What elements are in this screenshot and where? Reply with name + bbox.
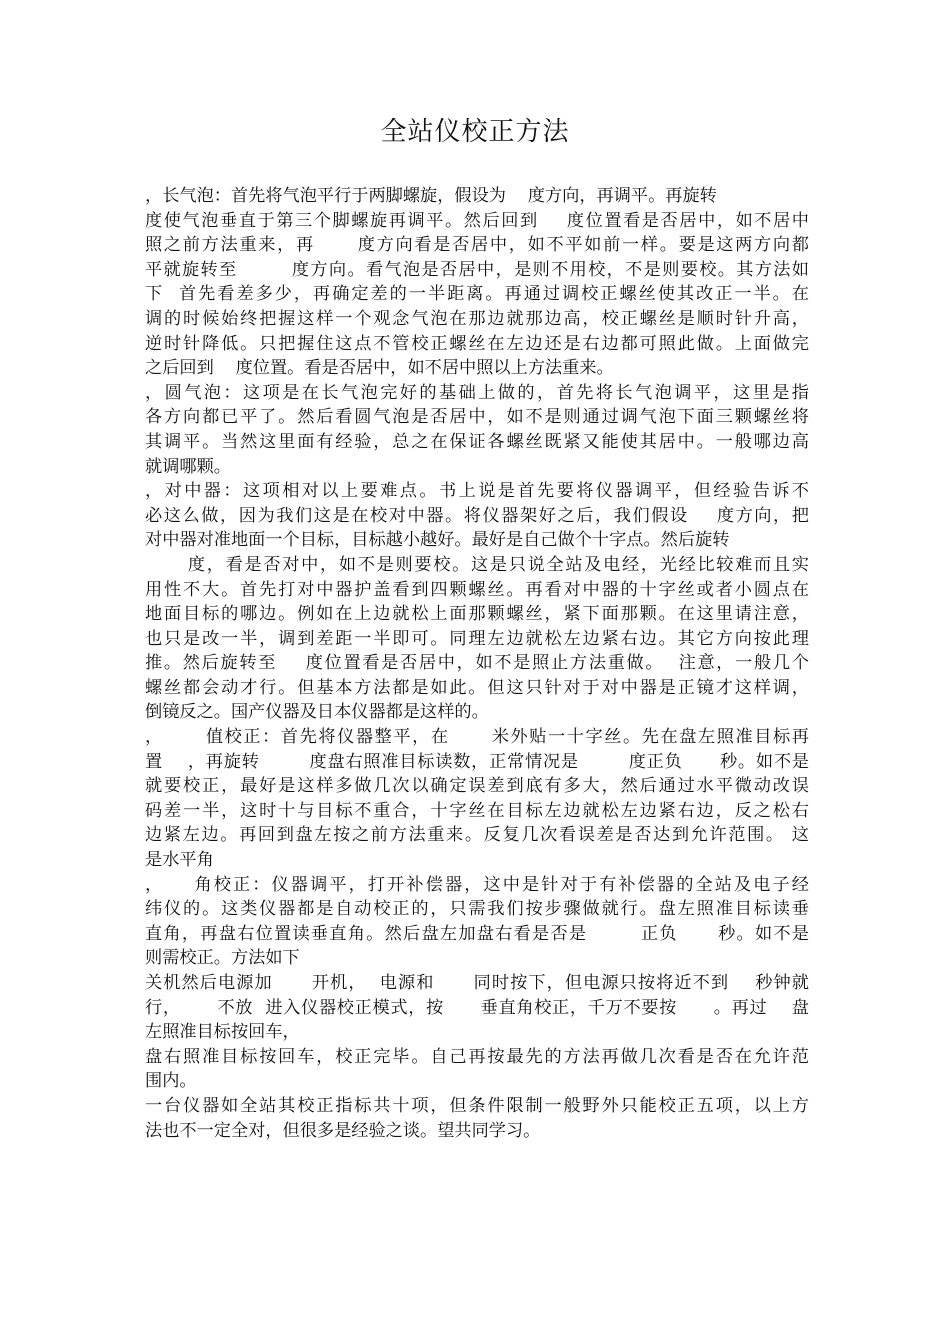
body-line: 倒镜反之。国产仪器及日本仪器都是这样的。 [145, 702, 489, 723]
body-line: 各方向都已平了。然后看圆气泡是否居中，如不是则通过调气泡下面三颗螺丝将 [145, 407, 809, 428]
body-line: 地面目标的哪边。例如在上边就松上面那颗螺丝，紧下面那颗。在这里请注意， [145, 604, 809, 625]
body-line: 码差一半，这时十与目标不重合，十字丝在目标左边就松左边紧右边，反之松右 [145, 800, 809, 821]
document-title: 全站仪校正方法 [380, 117, 570, 147]
body-line: 度使气泡垂直于第三个脚螺旋再调平。然后回到 度位置看是否居中，如不居中 [145, 210, 809, 231]
body-line: 直角，再盘右位置读垂直角。然后盘左加盘右看是否是 正负 秒。如不是 [145, 923, 809, 944]
body-line: 度，看是否对中，如不是则要校。这是只说全站及电经，光经比较难而且实 [145, 554, 809, 575]
body-line: 下 首先看差多少，再确定差的一半距离。再通过调校正螺丝使其改正一半。在 [145, 284, 809, 305]
body-line: ， 角校正：仪器调平，打开补偿器，这中是针对于有补偿器的全站及电子经 [145, 874, 809, 895]
body-line: ，圆气泡：这项是在长气泡完好的基础上做的，首先将长气泡调平，这里是指 [145, 382, 809, 403]
body-line: 就调哪颗。 [145, 456, 231, 477]
body-line: 围内。 [145, 1071, 197, 1092]
body-line: 置 ，再旋转 度盘右照准目标读数，正常情况是 度正负 秒。如不是 [145, 751, 809, 772]
body-line: 逆时针降低。只把握住这点不管校正螺丝在左边还是右边都可照此做。上面做完 [145, 333, 809, 354]
body-line: 盘右照准目标按回车，校正完毕。自己再按最先的方法再做几次看是否在允许范 [145, 1046, 809, 1067]
body-line: 照之前方法重来，再 度方向看是否居中，如不平如前一样。要是这两方向都 [145, 235, 809, 256]
body-line: 左照准目标按回车， [145, 1022, 300, 1043]
body-line: 调的时候始终把握这样一个观念气泡在那边就那边高，校正螺丝是顺时针升高， [145, 308, 809, 329]
body-line: 就要校正，最好是这样多做几次以确定误差到底有多大，然后通过水平微动改误 [145, 776, 809, 797]
body-line: 法也不一定全对，但很多是经验之谈。望共同学习。 [145, 1120, 541, 1141]
body-line: 纬仪的。这类仪器都是自动校正的，只需我们按步骤做就行。盘左照准目标读垂 [145, 899, 809, 920]
body-line: 螺丝都会动才行。但基本方法都是如此。但这只针对于对中器是正镜才这样调， [145, 677, 809, 698]
body-line: 其调平。当然这里面有经验，总之在保证各螺丝既紧又能使其居中。一般哪边高 [145, 431, 809, 452]
body-line: 一台仪器如全站其校正指标共十项，但条件限制一般野外只能校正五项，以上方 [145, 1095, 809, 1116]
body-line: 之后回到 度位置。看是否居中，如不居中照以上方法重来。 [145, 358, 614, 379]
body-line: 是水平角 [145, 850, 214, 871]
body-line: ， 值校正：首先将仪器整平，在 米外贴一十字丝。先在盘左照准目标再 [145, 727, 809, 748]
body-line: 必这么做，因为我们这是在校对中器。将仪器架好之后，我们假设 度方向，把 [145, 505, 809, 526]
body-line: 行， 不放 进入仪器校正模式，按 垂直角校正，千万不要按 。再过 盘 [145, 997, 809, 1018]
body-line: 则需校正。方法如下 [145, 948, 300, 969]
body-line: 平就旋转至 度方向。看气泡是否居中，是则不用校，不是则要校。其方法如 [145, 259, 809, 280]
body-line: 对中器对准地面一个目标，目标越小越好。最好是自己做个十字点。然后旋转 [145, 530, 730, 551]
body-line: ，长气泡：首先将气泡平行于两脚螺旋，假设为 度方向，再调平。再旋转 [145, 186, 717, 206]
document-body [145, 184, 809, 1143]
body-line: 也只是改一半，调到差距一半即可。同理左边就松左边紧右边。其它方向按此理 [145, 628, 809, 649]
body-line: 用性不大。首先打对中器护盖看到四颗螺丝。再看对中器的十字丝或者小圆点在 [145, 579, 809, 600]
body-line: 边紧左边。再回到盘左按之前方法重来。反复几次看误差是否达到允许范围。 这 [145, 825, 809, 846]
body-line: 关机然后电源加 开机， 电源和 同时按下，但电源只按将近不到 秒钟就 [145, 973, 809, 993]
body-line: 推。然后旋转至 度位置看是否居中，如不是照止方法重做。 注意，一般几个 [145, 653, 809, 674]
body-line: ，对中器：这项相对以上要难点。书上说是首先要将仪器调平，但经验告诉不 [145, 481, 809, 502]
